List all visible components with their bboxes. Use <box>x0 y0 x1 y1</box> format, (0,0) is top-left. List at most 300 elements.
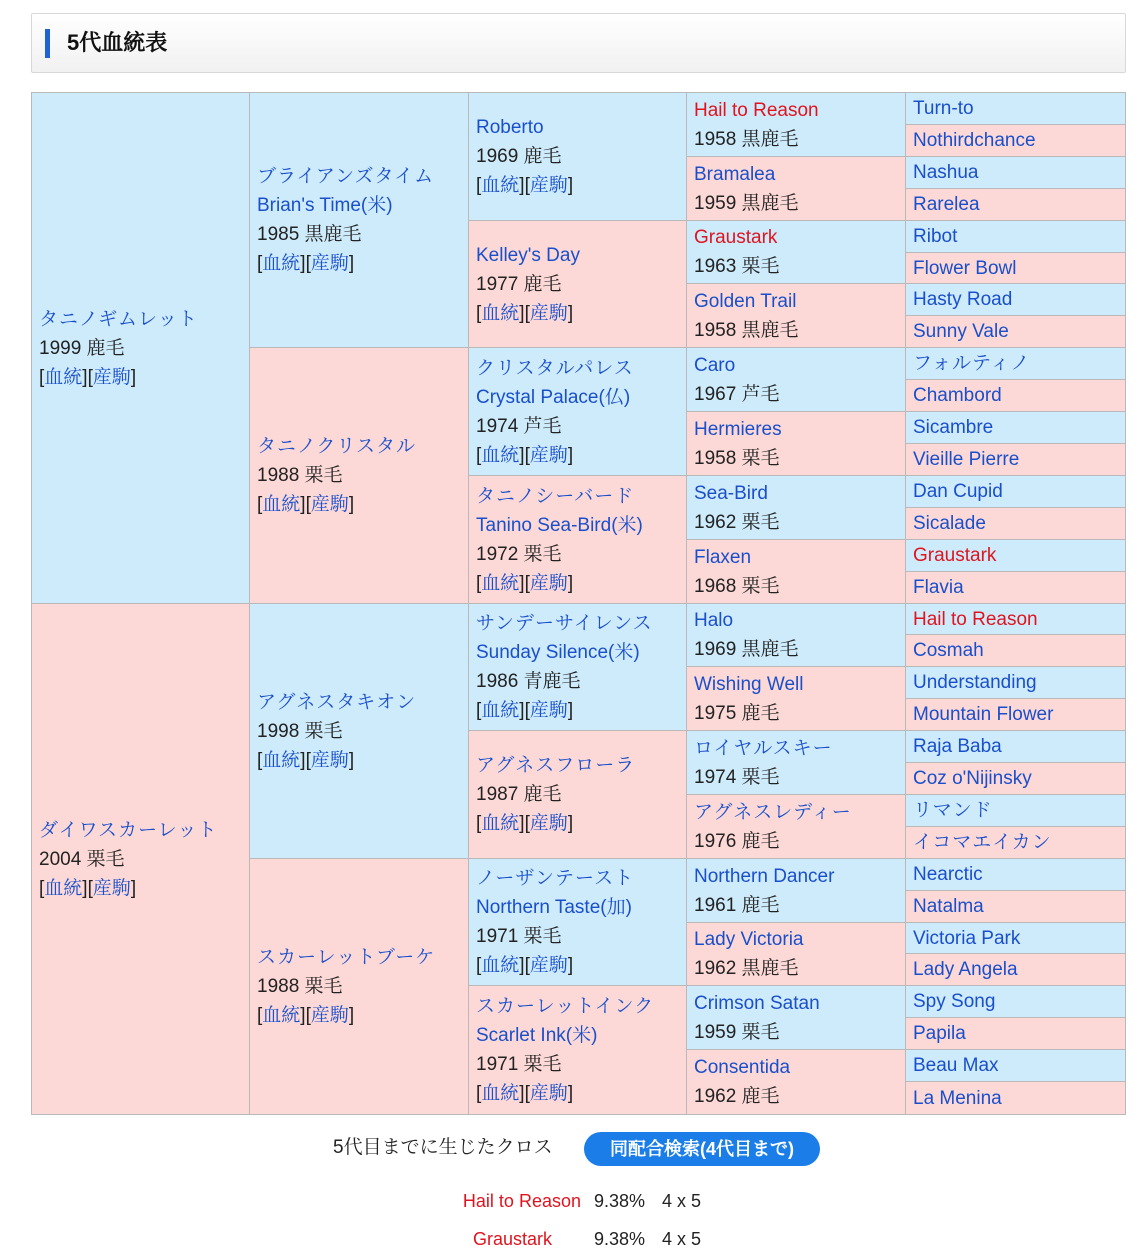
gen1-cell <box>32 93 250 604</box>
bracket: [ <box>305 494 311 515</box>
horse-entry <box>694 731 901 794</box>
horse-birth-color: 1986 青鹿毛 <box>476 671 581 692</box>
gen5-cell <box>906 763 1125 795</box>
gen4-cell <box>687 859 906 923</box>
horse-links <box>476 171 682 200</box>
bracket: ] <box>567 700 574 721</box>
gen2-cell <box>250 859 469 1114</box>
horse-entry <box>913 412 1121 443</box>
horse-birth-color: 1974 栗毛 <box>694 766 780 788</box>
horse-birth-color: 1988 栗毛 <box>257 976 343 997</box>
horse-links <box>257 1001 464 1030</box>
gen4-cell <box>687 731 906 795</box>
gen5-cell <box>906 1018 1125 1050</box>
bracket: [ <box>476 813 482 834</box>
pedigree-link[interactable]: 血統 <box>481 175 520 196</box>
bracket: ] <box>82 366 88 388</box>
pedigree-link[interactable]: 血統 <box>481 700 520 721</box>
gen4-cell <box>687 795 906 859</box>
horse-name-link[interactable]: Northern Dancer <box>694 865 835 887</box>
horse-entry <box>694 923 901 985</box>
horse-name-link[interactable]: スカーレットインク <box>476 996 655 1017</box>
bracket: ] <box>519 444 525 466</box>
horse-english-name-link[interactable]: Tanino Sea-Bird(米) <box>476 514 643 536</box>
horse-entry <box>913 348 1121 379</box>
horse-name-link[interactable]: Crimson Satan <box>694 992 820 1014</box>
progeny-link[interactable]: 産駒 <box>529 175 568 196</box>
horse-name-link[interactable]: Caro <box>694 354 736 376</box>
bracket: ] <box>519 1083 525 1104</box>
pedigree-link[interactable]: 血統 <box>44 877 83 899</box>
horse-birth-color: 1968 栗毛 <box>694 575 780 597</box>
bracket: [ <box>476 175 482 196</box>
horse-entry <box>913 93 1121 124</box>
horse-entry <box>694 412 901 475</box>
horse-entry <box>913 157 1121 188</box>
horse-entry <box>913 795 1121 826</box>
horse-english-name-link[interactable]: Scarlet Ink(米) <box>476 1025 598 1046</box>
gen4-cell <box>687 540 906 604</box>
bracket: [ <box>524 955 530 976</box>
progeny-link[interactable]: 産駒 <box>310 1005 349 1026</box>
bracket: [ <box>257 253 263 274</box>
horse-name-link[interactable]: スカーレットブーケ <box>257 947 436 968</box>
horse-name-link[interactable]: イコマエイカン <box>913 832 1052 853</box>
cross-horse-link[interactable]: Graustark <box>473 1229 553 1249</box>
horse-entry <box>476 604 682 730</box>
progeny-link[interactable]: 産駒 <box>529 1083 568 1104</box>
horse-birth-color: 1962 栗毛 <box>694 511 780 533</box>
bracket: [ <box>305 749 311 771</box>
horse-entry <box>694 476 901 539</box>
horse-name-link[interactable]: Rarelea <box>913 194 980 215</box>
horse-entry <box>476 731 682 858</box>
gen4-cell <box>687 667 906 731</box>
bracket: [ <box>476 1083 482 1104</box>
horse-name-link[interactable]: Turn-to <box>913 98 974 119</box>
horse-name-link[interactable]: Chambord <box>913 385 1002 406</box>
progeny-link[interactable]: 産駒 <box>529 955 568 976</box>
bracket: ] <box>348 253 355 274</box>
horse-entry <box>913 859 1121 890</box>
bracket: [ <box>87 877 93 899</box>
horse-entry <box>694 540 901 603</box>
bracket: [ <box>476 700 482 721</box>
gen5-cell <box>906 348 1125 380</box>
horse-birth-color: 1971 栗毛 <box>476 1054 562 1075</box>
pedigree-link[interactable]: 血統 <box>481 813 520 834</box>
horse-name-link[interactable]: Sea-Bird <box>694 482 768 504</box>
pedigree-link[interactable]: 血統 <box>262 749 301 771</box>
horse-entry <box>694 667 901 730</box>
horse-entry <box>913 954 1121 985</box>
gen5-cell <box>906 604 1125 635</box>
horse-links <box>257 249 464 278</box>
horse-birth-color: 1976 鹿毛 <box>694 830 780 852</box>
horse-name-link[interactable]: Bramalea <box>694 163 776 185</box>
gen5-cell <box>906 93 1125 125</box>
bracket: [ <box>87 366 93 388</box>
horse-entry <box>694 604 901 666</box>
horse-entry <box>913 1018 1121 1049</box>
horse-entry <box>913 667 1121 698</box>
progeny-link[interactable]: 産駒 <box>529 302 568 324</box>
horse-entry <box>913 284 1121 315</box>
horse-english-name-link[interactable]: Brian's Time(米) <box>257 195 393 216</box>
gen4-cell <box>687 221 906 284</box>
horse-birth-color: 1969 鹿毛 <box>476 146 562 167</box>
pedigree-link[interactable]: 血統 <box>481 572 520 594</box>
horse-name-link[interactable]: Hasty Road <box>913 289 1013 310</box>
bracket: ] <box>130 877 137 899</box>
progeny-link[interactable]: 産駒 <box>529 700 568 721</box>
pedigree-link[interactable]: 血統 <box>262 253 301 274</box>
horse-birth-color: 1962 鹿毛 <box>694 1086 780 1107</box>
cross-generation: 4 x 5 <box>662 1229 702 1249</box>
gen5-cell <box>906 476 1125 508</box>
bracket: ] <box>567 175 574 196</box>
pedigree-link[interactable]: 血統 <box>481 955 520 976</box>
horse-birth-color: 1988 栗毛 <box>257 465 343 486</box>
horse-links <box>476 696 682 725</box>
horse-entry <box>694 348 901 411</box>
horse-entry <box>694 859 901 922</box>
horse-birth-color: 1958 黒鹿毛 <box>694 128 799 150</box>
horse-birth-color: 1958 栗毛 <box>694 447 780 469</box>
horse-name-link[interactable]: Vieille Pierre <box>913 449 1020 470</box>
horse-name-link[interactable]: Papila <box>913 1023 966 1044</box>
horse-name-link[interactable]: Lady Angela <box>913 959 1018 980</box>
horse-birth-color: 1969 黒鹿毛 <box>694 639 799 660</box>
pedigree-table <box>31 92 1126 1115</box>
gen4-cell <box>687 923 906 986</box>
gen2-cell <box>250 348 469 604</box>
progeny-link[interactable]: 産駒 <box>529 444 568 466</box>
horse-name-link[interactable]: リマンド <box>913 800 993 821</box>
horse-links <box>257 746 464 775</box>
progeny-link[interactable]: 産駒 <box>529 813 568 834</box>
gen3-cell <box>469 986 687 1114</box>
gen5-cell <box>906 699 1125 731</box>
horse-birth-color: 1977 鹿毛 <box>476 273 562 295</box>
horse-name-link[interactable]: Victoria Park <box>913 927 1021 949</box>
bracket: ] <box>348 749 355 771</box>
horse-entry <box>913 763 1121 794</box>
horse-name-link[interactable]: Hermieres <box>694 418 782 440</box>
horse-birth-color: 1998 栗毛 <box>257 720 343 742</box>
horse-name-link[interactable]: Cosmah <box>913 640 984 661</box>
horse-entry <box>476 93 682 220</box>
horse-name-link[interactable]: La Menina <box>913 1087 1002 1109</box>
progeny-link[interactable]: 産駒 <box>92 877 131 899</box>
horse-entry <box>257 859 464 1114</box>
horse-entry <box>913 189 1121 220</box>
horse-entry <box>476 221 682 347</box>
bracket: [ <box>257 494 263 515</box>
bracket: ] <box>300 1005 306 1026</box>
horse-entry <box>694 93 901 156</box>
horse-entry <box>913 221 1121 252</box>
horse-name-link[interactable]: Raja Baba <box>913 736 1002 757</box>
horse-name-link[interactable]: Nearctic <box>913 864 983 885</box>
bracket: [ <box>257 749 263 771</box>
horse-name-link[interactable]: Understanding <box>913 672 1037 693</box>
gen5-cell <box>906 859 1125 891</box>
gen2-cell <box>250 604 469 859</box>
horse-name-link[interactable]: Flavia <box>913 577 964 598</box>
progeny-link[interactable]: 産駒 <box>92 366 131 388</box>
bracket: [ <box>305 253 311 274</box>
cross-percent: 9.38% <box>594 1191 646 1211</box>
gen1-cell <box>32 604 250 1114</box>
gen5-cell <box>906 954 1125 986</box>
horse-name-link[interactable]: Beau Max <box>913 1055 999 1076</box>
cross-title: 5代目までに生じたクロス <box>333 1137 553 1158</box>
gen3-cell <box>469 604 687 731</box>
horse-name-link[interactable]: フォルティノ <box>913 353 1031 374</box>
horse-name-link[interactable]: Halo <box>694 610 734 631</box>
bracket: ] <box>82 877 88 899</box>
gen5-cell <box>906 221 1125 253</box>
horse-english-name-link[interactable]: Sunday Silence(米) <box>476 642 640 663</box>
gen4-cell <box>687 284 906 348</box>
horse-entry <box>39 604 245 1114</box>
page-title: 5代血統表 <box>67 30 168 55</box>
horse-entry <box>913 827 1121 858</box>
bracket: ] <box>519 813 525 834</box>
horse-name-link[interactable]: Wishing Well <box>694 673 804 695</box>
horse-entry <box>913 604 1121 634</box>
pedigree-link[interactable]: 血統 <box>44 366 83 388</box>
horse-entry <box>913 476 1121 507</box>
horse-entry <box>694 221 901 283</box>
horse-name-link[interactable]: ノーザンテースト <box>476 868 635 889</box>
horse-entry <box>257 93 464 347</box>
horse-entry <box>694 157 901 220</box>
gen5-cell <box>906 508 1125 540</box>
horse-name-link[interactable]: ダイワスカーレット <box>39 819 218 841</box>
gen2-cell <box>250 93 469 348</box>
gen5-cell <box>906 1050 1125 1082</box>
gen5-cell <box>906 635 1125 667</box>
horse-name-link[interactable]: Lady Victoria <box>694 929 804 950</box>
horse-name-link[interactable]: タニノシーバード <box>476 485 635 507</box>
gen3-cell <box>469 93 687 221</box>
gen5-cell <box>906 380 1125 412</box>
bracket: ] <box>519 572 525 594</box>
horse-entry <box>913 1082 1121 1114</box>
horse-name-link[interactable]: Sicambre <box>913 417 994 438</box>
bracket: ] <box>567 302 574 324</box>
horse-entry <box>913 572 1121 603</box>
bracket: ] <box>567 1083 574 1104</box>
horse-entry <box>476 859 682 985</box>
gen5-cell <box>906 986 1125 1018</box>
horse-entry <box>913 923 1121 953</box>
same-mating-search-button[interactable]: 同配合検索(4代目まで) <box>584 1132 820 1166</box>
bracket: ] <box>348 494 355 515</box>
horse-name-link[interactable]: Sunny Vale <box>913 321 1009 342</box>
horse-name-link[interactable]: アグネスレディー <box>694 801 852 823</box>
gen5-cell <box>906 572 1125 604</box>
horse-birth-color: 1975 鹿毛 <box>694 702 780 724</box>
horse-name-link[interactable]: Kelley's Day <box>476 244 580 266</box>
horse-entry <box>913 986 1121 1017</box>
gen4-cell <box>687 1050 906 1114</box>
gen3-cell <box>469 348 687 476</box>
horse-birth-color: 1962 黒鹿毛 <box>694 958 799 979</box>
horse-name-link[interactable]: タニノクリスタル <box>257 436 417 457</box>
horse-name-link[interactable]: Nothirdchance <box>913 130 1036 151</box>
horse-name-link[interactable]: Graustark <box>913 545 997 566</box>
horse-name-link[interactable]: Flaxen <box>694 546 752 568</box>
horse-birth-color: 1985 黒鹿毛 <box>257 224 362 245</box>
horse-name-link[interactable]: Graustark <box>694 227 778 248</box>
horse-links <box>476 809 682 838</box>
gen4-cell <box>687 348 906 412</box>
bracket: ] <box>300 253 306 274</box>
horse-english-name-link[interactable]: Crystal Palace(仏) <box>476 386 631 408</box>
gen4-cell <box>687 604 906 667</box>
bracket: [ <box>524 1083 530 1104</box>
bracket: ] <box>519 175 525 196</box>
bracket: [ <box>524 175 530 196</box>
cross-horse-link[interactable]: Hail to Reason <box>462 1191 581 1211</box>
gen3-cell <box>469 221 687 348</box>
horse-name-link[interactable]: Natalma <box>913 896 984 917</box>
horse-name-link[interactable]: アグネスタキオン <box>257 691 417 713</box>
bracket: [ <box>39 366 45 388</box>
pedigree-link[interactable]: 血統 <box>481 302 520 324</box>
gen5-cell <box>906 412 1125 444</box>
gen3-cell <box>469 476 687 604</box>
pedigree-link[interactable]: 血統 <box>481 1083 520 1104</box>
horse-name-link[interactable]: Dan Cupid <box>913 481 1003 502</box>
horse-entry <box>913 253 1121 283</box>
bracket: ] <box>348 1005 355 1026</box>
horse-entry <box>257 604 464 858</box>
horse-entry <box>39 93 245 603</box>
horse-links <box>476 1079 682 1108</box>
horse-name-link[interactable]: Mountain Flower <box>913 704 1054 725</box>
horse-entry <box>913 1050 1121 1081</box>
horse-name-link[interactable]: Hail to Reason <box>694 99 819 121</box>
horse-entry <box>913 891 1121 922</box>
gen3-cell <box>469 859 687 986</box>
gen4-cell <box>687 412 906 476</box>
horse-name-link[interactable]: タニノギムレット <box>39 308 198 330</box>
gen5-cell <box>906 1082 1125 1114</box>
bracket: ] <box>567 813 574 834</box>
pedigree-link[interactable]: 血統 <box>481 444 520 466</box>
horse-name-link[interactable]: サンデーサイレンス <box>476 613 653 634</box>
horse-birth-color: 1959 栗毛 <box>694 1021 780 1043</box>
horse-name-link[interactable]: Consentida <box>694 1057 791 1078</box>
horse-entry <box>476 476 682 603</box>
horse-name-link[interactable]: Spy Song <box>913 991 996 1012</box>
horse-birth-color: 2004 栗毛 <box>39 848 125 870</box>
gen5-cell <box>906 795 1125 827</box>
gen4-cell <box>687 157 906 221</box>
horse-entry <box>913 380 1121 411</box>
horse-links <box>476 441 682 470</box>
bracket: [ <box>257 1005 263 1026</box>
cross-generation: 4 x 5 <box>662 1191 702 1211</box>
horse-entry <box>476 986 682 1114</box>
gen3-cell <box>469 731 687 859</box>
gen5-cell <box>906 891 1125 923</box>
horse-birth-color: 1959 黒鹿毛 <box>694 192 799 214</box>
gen5-cell <box>906 316 1125 348</box>
horse-birth-color: 1967 芦毛 <box>694 383 780 405</box>
horse-name-link[interactable]: Coz o'Nijinsky <box>913 768 1032 789</box>
horse-name-link[interactable]: クリスタルパレス <box>476 357 634 379</box>
bracket: [ <box>476 955 482 976</box>
bracket: [ <box>476 302 482 324</box>
progeny-link[interactable]: 産駒 <box>529 572 568 594</box>
progeny-link[interactable]: 産駒 <box>310 749 349 771</box>
bracket: ] <box>519 700 525 721</box>
header-accent-bar <box>45 29 50 58</box>
horse-birth-color: 1961 鹿毛 <box>694 894 780 916</box>
horse-entry <box>694 1050 901 1114</box>
gen5-cell <box>906 923 1125 954</box>
horse-entry <box>694 986 901 1049</box>
horse-name-link[interactable]: Ribot <box>913 226 958 247</box>
bracket: [ <box>476 572 482 594</box>
pedigree-link[interactable]: 血統 <box>262 1005 301 1026</box>
progeny-link[interactable]: 産駒 <box>310 494 349 515</box>
horse-birth-color: 1963 栗毛 <box>694 256 780 277</box>
horse-name-link[interactable]: Flower Bowl <box>913 257 1017 279</box>
horse-links <box>39 874 245 903</box>
bracket: ] <box>519 955 525 976</box>
horse-name-link[interactable]: Nashua <box>913 162 979 183</box>
pedigree-link[interactable]: 血統 <box>262 494 301 515</box>
horse-name-link[interactable]: ブライアンズタイム <box>257 166 435 187</box>
horse-entry <box>694 284 901 347</box>
horse-links <box>39 363 245 392</box>
bracket: ] <box>300 494 306 515</box>
horse-entry <box>694 795 901 858</box>
progeny-link[interactable]: 産駒 <box>310 253 349 274</box>
bracket: ] <box>567 444 574 466</box>
horse-name-link[interactable]: アグネスフローラ <box>476 755 636 776</box>
horse-birth-color: 1971 栗毛 <box>476 926 562 947</box>
bracket: [ <box>39 877 45 899</box>
gen5-cell <box>906 157 1125 189</box>
horse-birth-color: 1974 芦毛 <box>476 415 562 437</box>
horse-links <box>476 951 682 980</box>
gen5-cell <box>906 125 1125 157</box>
bracket: [ <box>524 302 530 324</box>
horse-english-name-link[interactable]: Northern Taste(加) <box>476 897 632 918</box>
horse-name-link[interactable]: Roberto <box>476 117 544 138</box>
gen5-cell <box>906 827 1125 859</box>
bracket: [ <box>524 700 530 721</box>
horse-name-link[interactable]: ロイヤルスキー <box>694 737 833 759</box>
horse-name-link[interactable]: Hail to Reason <box>913 608 1038 630</box>
horse-entry <box>257 348 464 603</box>
gen5-cell <box>906 540 1125 572</box>
horse-name-link[interactable]: Golden Trail <box>694 290 797 312</box>
bracket: [ <box>305 1005 311 1026</box>
bracket: ] <box>567 572 574 594</box>
horse-name-link[interactable]: Sicalade <box>913 513 986 534</box>
horse-birth-color: 1999 鹿毛 <box>39 337 125 359</box>
horse-entry <box>913 699 1121 730</box>
horse-entry <box>476 348 682 475</box>
